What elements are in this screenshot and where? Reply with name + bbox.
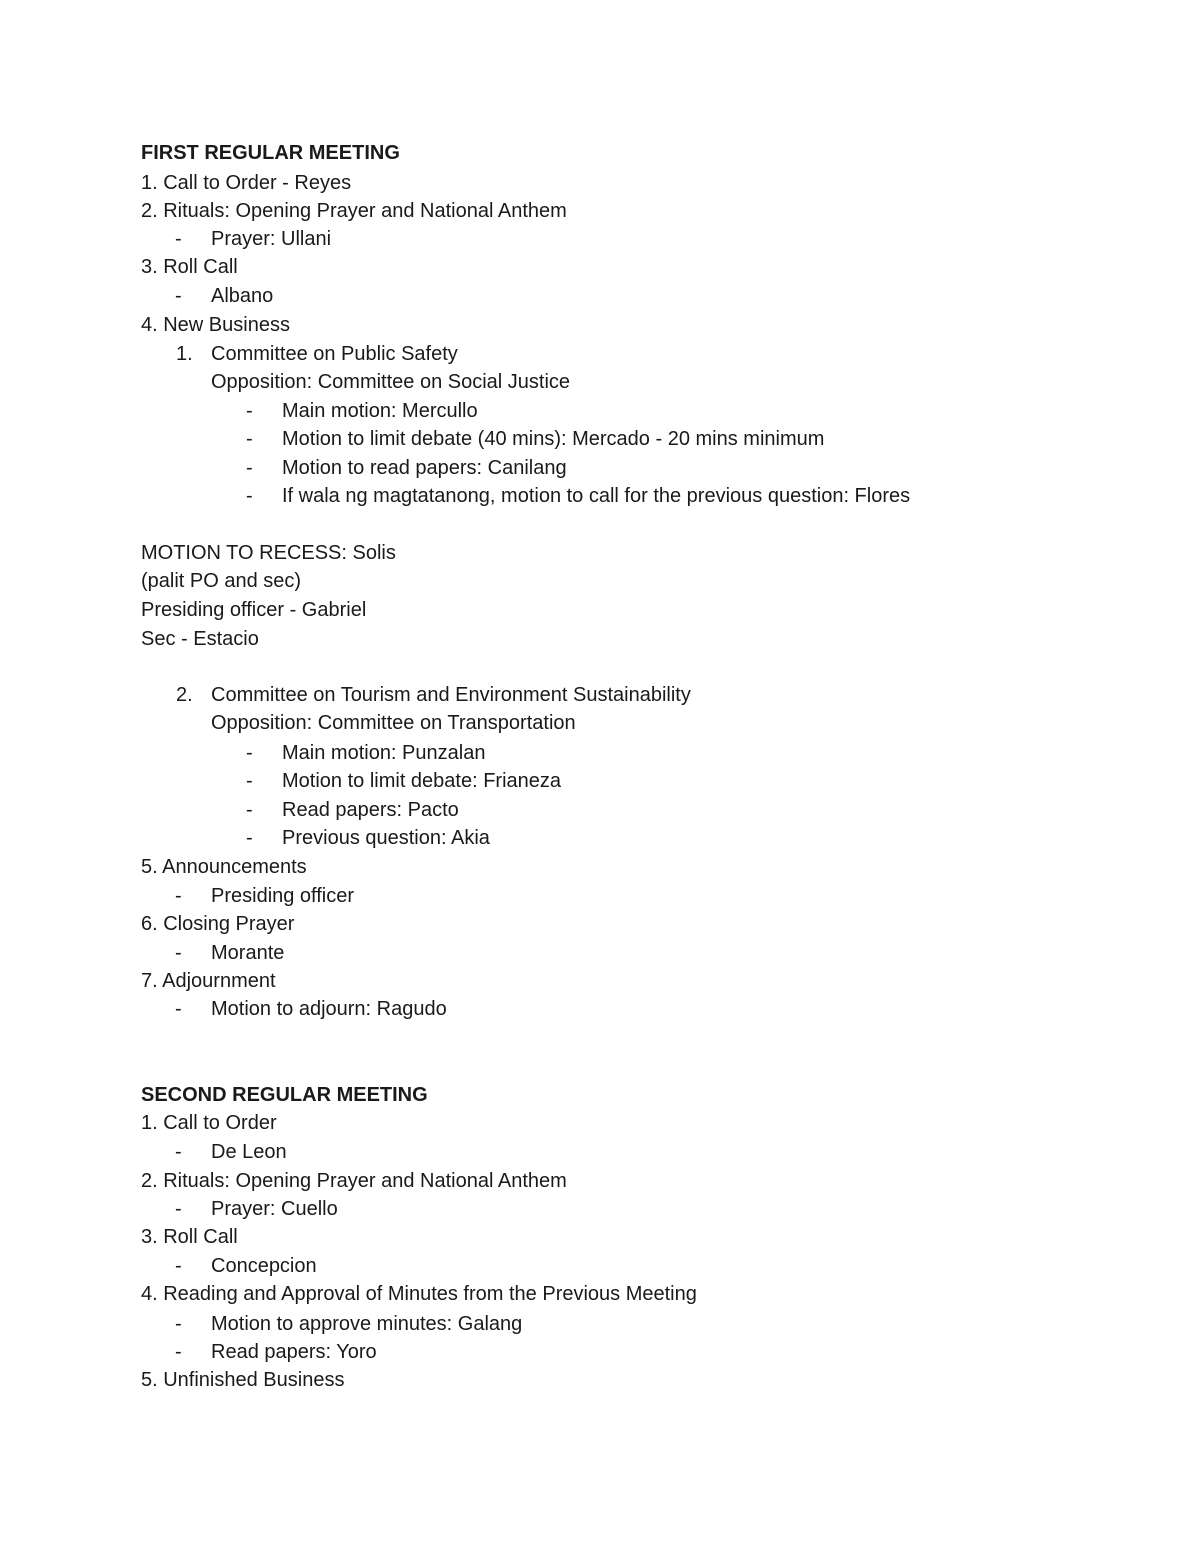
- bullet-dash: -: [175, 885, 182, 907]
- bullet-dash: -: [246, 400, 253, 422]
- meeting1-item-announcements: 5. Announcements: [141, 856, 307, 878]
- bullet-dash: -: [175, 228, 182, 250]
- bullet-dash: -: [175, 1141, 182, 1163]
- meeting1-closing-prayer-by: Morante: [211, 942, 285, 964]
- meeting1-item-roll-call: 3. Roll Call: [141, 256, 238, 278]
- new-business-2-number: 2.: [176, 684, 193, 706]
- new-business-1-number: 1.: [176, 343, 193, 365]
- secretary: Sec - Estacio: [141, 628, 259, 650]
- recess-note: (palit PO and sec): [141, 570, 302, 592]
- meeting1-roll-call-name: Albano: [211, 285, 274, 307]
- new-business-1-main-motion: Main motion: Mercullo: [282, 400, 478, 422]
- new-business-1-opposition: Opposition: Committee on Social Justice: [211, 371, 571, 393]
- meeting2-call-to-order-by: De Leon: [211, 1141, 287, 1163]
- new-business-2-read-papers: Read papers: Pacto: [282, 799, 459, 821]
- meeting1-item-new-business: 4. New Business: [141, 314, 290, 336]
- meeting2-item-unfinished-business: 5. Unfinished Business: [141, 1369, 345, 1391]
- bullet-dash: -: [175, 285, 182, 307]
- bullet-dash: -: [175, 998, 182, 1020]
- presiding-officer: Presiding officer - Gabriel: [141, 599, 367, 621]
- bullet-dash: -: [175, 1255, 182, 1277]
- meeting2-title: SECOND REGULAR MEETING: [141, 1084, 428, 1106]
- meeting1-motion-to-adjourn: Motion to adjourn: Ragudo: [211, 998, 447, 1020]
- meeting1-prayer: Prayer: Ullani: [211, 228, 332, 250]
- new-business-2-limit-debate: Motion to limit debate: Frianeza: [282, 770, 562, 792]
- meeting1-item-adjournment: 7. Adjournment: [141, 970, 276, 992]
- meeting2-item-rituals: 2. Rituals: Opening Prayer and National Anthem: [141, 1170, 567, 1192]
- bullet-dash: -: [246, 485, 253, 507]
- new-business-2-main-motion: Main motion: Punzalan: [282, 742, 486, 764]
- bullet-dash: -: [175, 942, 182, 964]
- meeting1-item-call-to-order: 1. Call to Order - Reyes: [141, 172, 352, 194]
- meeting1-item-closing-prayer: 6. Closing Prayer: [141, 913, 295, 935]
- bullet-dash: -: [175, 1198, 182, 1220]
- bullet-dash: -: [175, 1313, 182, 1335]
- bullet-dash: -: [246, 428, 253, 450]
- new-business-1-read-papers: Motion to read papers: Canilang: [282, 457, 567, 479]
- new-business-2-previous-question: Previous question: Akia: [282, 827, 490, 849]
- bullet-dash: -: [246, 457, 253, 479]
- meeting2-item-call-to-order: 1. Call to Order: [141, 1112, 277, 1134]
- meeting1-title: FIRST REGULAR MEETING: [141, 142, 400, 164]
- new-business-1-limit-debate: Motion to limit debate (40 mins): Mercado - 20 mins minimum: [282, 428, 825, 450]
- new-business-2-title: Committee on Tourism and Environment Sustainability: [211, 684, 691, 706]
- bullet-dash: -: [246, 742, 253, 764]
- new-business-1-title: Committee on Public Safety: [211, 343, 458, 365]
- bullet-dash: -: [175, 1341, 182, 1363]
- bullet-dash: -: [246, 799, 253, 821]
- meeting1-item-rituals: 2. Rituals: Opening Prayer and National Anthem: [141, 200, 567, 222]
- meeting2-approve-minutes: Motion to approve minutes: Galang: [211, 1313, 523, 1335]
- meeting2-roll-call-name: Concepcion: [211, 1255, 317, 1277]
- bullet-dash: -: [246, 827, 253, 849]
- meeting2-item-roll-call: 3. Roll Call: [141, 1226, 238, 1248]
- bullet-dash: -: [246, 770, 253, 792]
- meeting2-item-minutes: 4. Reading and Approval of Minutes from the Previous Meeting: [141, 1283, 697, 1305]
- new-business-2-opposition: Opposition: Committee on Transportation: [211, 712, 576, 734]
- new-business-1-previous-question: If wala ng magtatanong, motion to call for the previous question: Flores: [282, 485, 911, 507]
- meeting1-announcements-by: Presiding officer: [211, 885, 355, 907]
- meeting2-prayer: Prayer: Cuello: [211, 1198, 338, 1220]
- motion-to-recess: MOTION TO RECESS: Solis: [141, 542, 396, 564]
- meeting2-read-papers: Read papers: Yoro: [211, 1341, 377, 1363]
